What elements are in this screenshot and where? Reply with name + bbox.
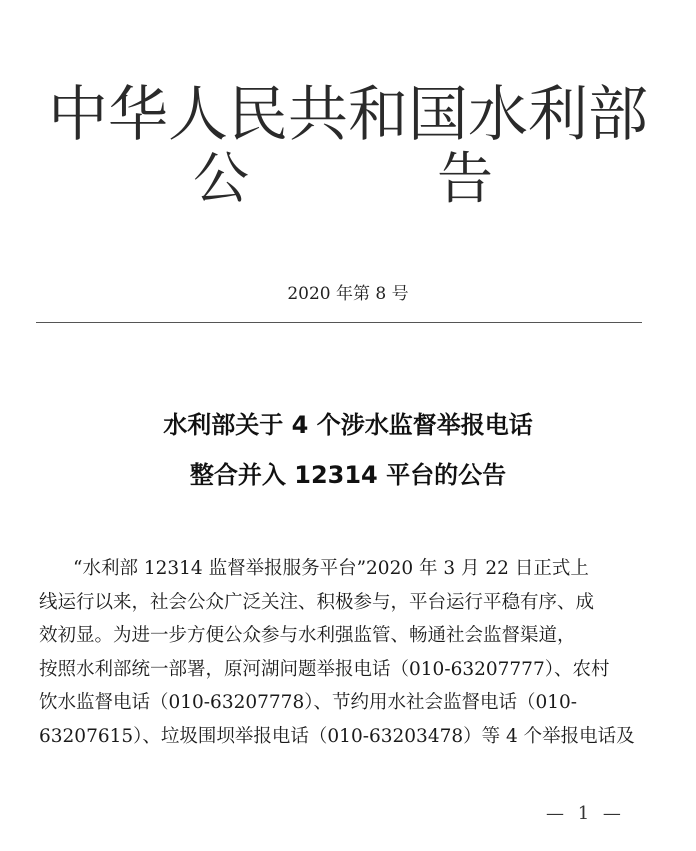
announcement-char-left: 公 [193, 147, 249, 212]
document-title-line-1: 水利部关于 4 个涉水监督举报电话 [163, 411, 533, 439]
announcement-char-right: 告 [437, 147, 493, 212]
document-number: 2020 年第 8 号 [287, 284, 409, 304]
issuer-title: 中华人民共和国水利部 [48, 80, 648, 150]
body-line: 63207615）、垃圾围坝举报电话（010-63203478）等 4 个举报电话及 [39, 725, 635, 747]
body-line: 饮水监督电话（010-63207778）、节约用水社会监督电话（010- [39, 692, 578, 714]
body-paragraph [39, 552, 641, 754]
document-title-line-2: 整合并入 12314 平台的公告 [189, 461, 507, 489]
body-line: “水利部 12314 监督举报服务平台”2020 年 3 月 22 日正式上 [73, 558, 589, 579]
body-line: 效初显。为进一步方便公众参与水利强监管、畅通社会监督渠道， [39, 625, 576, 647]
page-number: — 1 — [546, 803, 625, 824]
body-line: 线运行以来，社会公众广泛关注、积极参与，平台运行平稳有序、成 [39, 591, 595, 613]
header-divider [36, 322, 642, 323]
body-line: 按照水利部统一部署，原河湖问题举报电话（010-63207777）、农村 [39, 658, 610, 680]
